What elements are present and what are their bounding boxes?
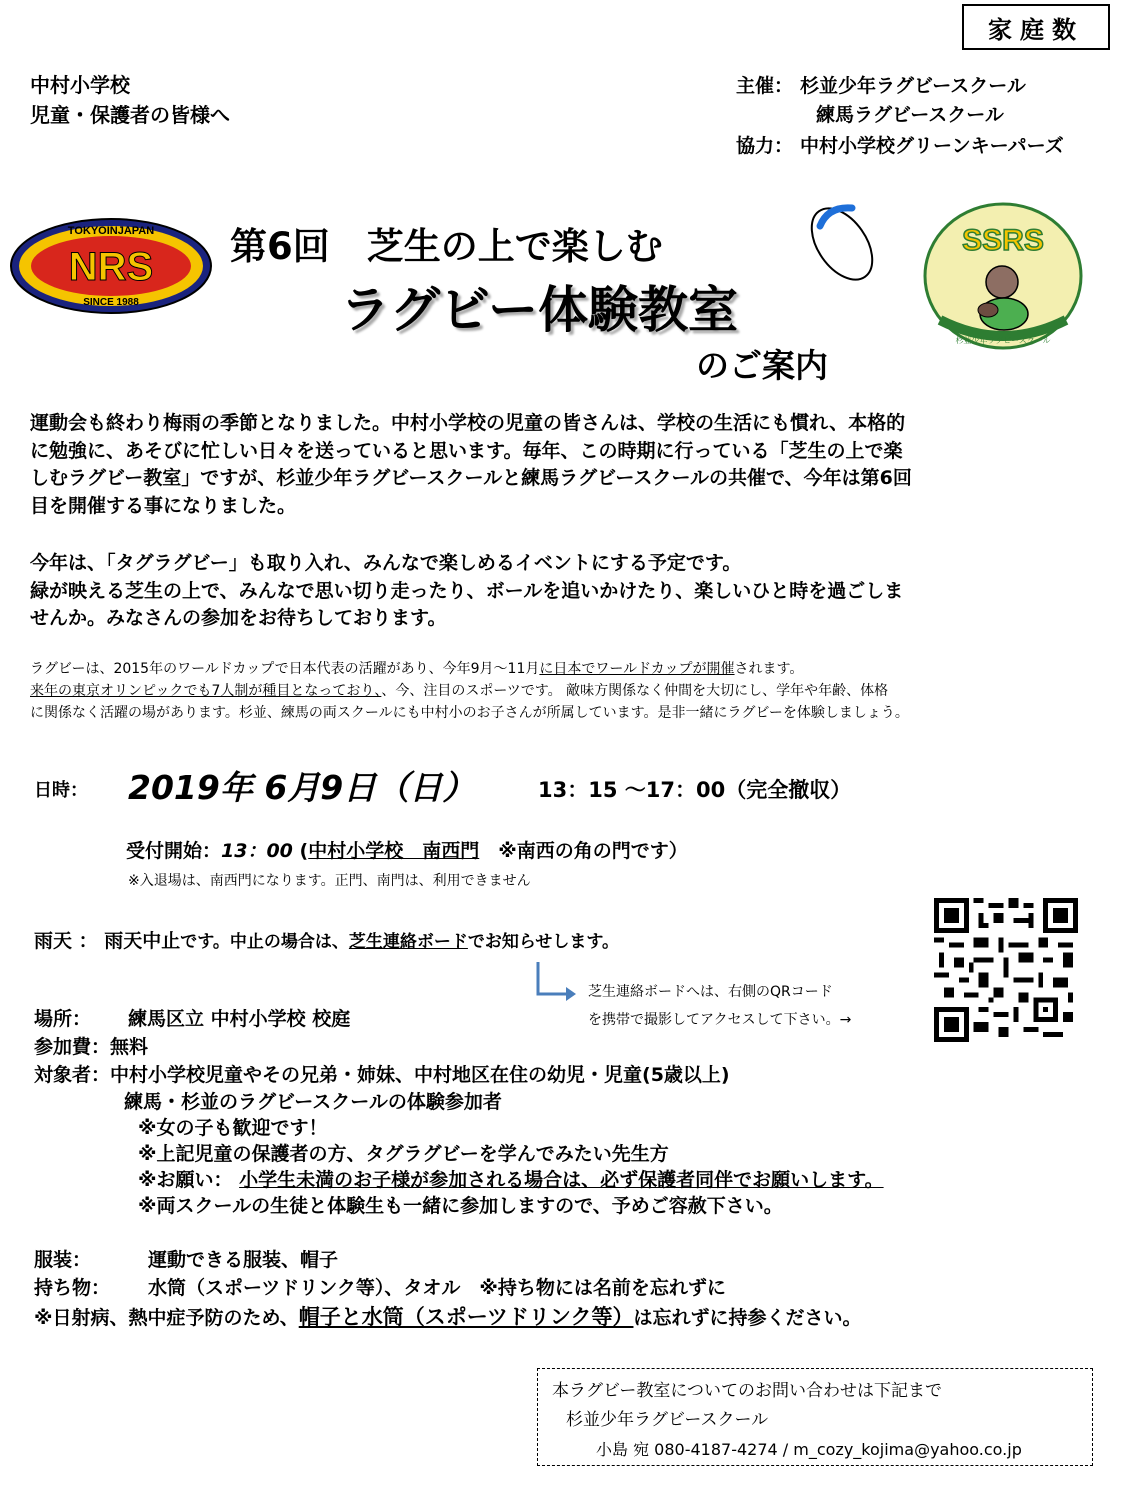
- place-value: 練馬区立 中村小学校 校庭: [128, 1008, 351, 1030]
- place-label: 場所：: [34, 1008, 92, 1030]
- event-time: 13：15 ～17：00（完全撤収）: [538, 778, 852, 802]
- fee-value: 無料: [110, 1036, 149, 1058]
- intro2-line: 今年は、「タグラグビー」も取り入れ、みんなで楽しめるイベントにする予定です。: [30, 552, 742, 574]
- rugby-note: [30, 658, 1120, 724]
- rain-row: [34, 926, 619, 953]
- belongings-label: 持ち物：: [34, 1277, 111, 1299]
- target-note-3: [138, 1165, 884, 1192]
- rain-label: 雨天 ：: [34, 930, 98, 952]
- intro-line: 目を開催する事になりました。: [30, 494, 297, 517]
- addressee-school: 中村小学校: [30, 73, 130, 97]
- clothes-label: 服装：: [34, 1249, 92, 1271]
- addressee: [30, 70, 230, 130]
- place-row: [34, 1004, 350, 1031]
- rugby-note-underlined: に日本でワールドカップが開催: [539, 661, 735, 677]
- intro-line: 運動会も終わり梅雨の季節となりました。中村小学校の児童の皆さんは、学校の生活にも慣れ、本格的: [30, 412, 906, 434]
- nrs-logo-top-text: TOKYOINJAPAN: [67, 225, 155, 237]
- nrs-logo-bottom-text: SINCE 1988: [83, 297, 139, 308]
- rugby-note-text: 、今、注目のスポーツです。 敵味方関係なく仲間を大切にし、学年や年齢、体格: [381, 683, 889, 699]
- organizers: [736, 72, 1064, 161]
- entry-note: ※入退場は、南西門になります。正門、南門は、利用できません: [128, 873, 531, 889]
- fee-row: [34, 1032, 148, 1059]
- request-label: ※お願い：: [138, 1169, 233, 1191]
- rain-text: です。中止の場合は、: [180, 932, 349, 952]
- intro-paragraph: [30, 410, 1100, 520]
- arrow-icon: [530, 960, 580, 1006]
- belongings-value: 水筒（スポーツドリンク等）、タオル ※持ち物には名前を忘れずに: [148, 1277, 726, 1299]
- warning-text: ※日射病、熱中症予防のため、: [34, 1307, 299, 1329]
- rugby-note-text: ラグビーは、2015年のワールドカップで日本代表の活躍があり、今年9月～11月: [30, 661, 540, 677]
- reception-place: 中村小学校 南西門: [308, 840, 480, 862]
- host-2: 練馬ラグビースクール: [816, 104, 1004, 126]
- target-note-4: ※両スクールの生徒と体験生も一緒に参加しますので、予めご容赦下さい。: [138, 1195, 783, 1217]
- rain-text-end: でお知らせします。: [467, 932, 620, 952]
- contact-box: [537, 1368, 1093, 1466]
- target-note-2: ※上記児童の保護者の方、タグラグビーを学んでみたい先生方: [138, 1143, 669, 1165]
- title-line-3: のご案内: [696, 346, 828, 385]
- intro-line: に勉強に、あそびに忙しい日々を送っていると思います。毎年、この時期に行っている「芝生の上で楽: [30, 439, 903, 462]
- host-1: 杉並少年ラグビースクール: [800, 75, 1026, 97]
- rain-cancel: 雨天中止: [104, 930, 181, 952]
- support-org: 中村小学校グリーンキーパーズ: [800, 135, 1064, 157]
- target-value: 中村小学校児童やその兄弟・姉妹、中村地区在住の幼児・児童(5歳以上): [110, 1064, 730, 1086]
- title-line-2: ラグビー体験教室: [340, 281, 738, 339]
- nrs-logo-text: NRS: [68, 245, 154, 289]
- fee-label: 参加費：: [34, 1036, 111, 1058]
- reception-row: [126, 836, 688, 863]
- contact-school: 杉並少年ラグビースクール: [566, 1410, 769, 1430]
- qr-note-line-2: を携帯で撮影してアクセスして下さい。→: [588, 1012, 852, 1028]
- support-label: 協力：: [736, 135, 794, 157]
- reception-time: 13：00: [221, 840, 293, 862]
- contact-line-1: 本ラグビー教室についてのお問い合わせは下記まで: [552, 1381, 942, 1401]
- intro-paragraph-2: [30, 550, 1100, 633]
- target-line-2: 練馬・杉並のラグビースクールの体験参加者: [124, 1091, 502, 1113]
- target-note-1: ※女の子も歓迎です！: [138, 1117, 328, 1139]
- qr-code[interactable]: [934, 898, 1078, 1042]
- addressee-recipients: 児童・保護者の皆様へ: [30, 103, 230, 127]
- family-count-box: 家庭数: [962, 4, 1110, 50]
- contact-person[interactable]: 小島 宛 080-4187-4274 / m_cozy_kojima@yahoo.co.jp: [596, 1440, 1022, 1459]
- intro-line: しむラグビー教室」ですが、杉並少年ラグビースクールと練馬ラグビースクールの共催で、今年は第6回: [30, 467, 912, 489]
- title-line-1: 第6回 芝生の上で楽しむ: [230, 225, 663, 268]
- rugby-note-text: に関係なく活躍の場があります。杉並、練馬の両スクールにも中村小のお子さんが所属しています。是非一緒にラグビーを体験しましょう。: [30, 705, 909, 721]
- intro2-line: せんか。みなさんの参加をお待ちしております。: [30, 607, 447, 629]
- request-text: 小学生未満のお子様が参加される場合は、必ず保護者同伴でお願いします。: [239, 1169, 884, 1191]
- warning-emphasis: 帽子と水筒（スポーツドリンク等）: [298, 1305, 634, 1329]
- belongings-row: [34, 1273, 726, 1300]
- ssrs-logo: [922, 202, 1084, 352]
- reception-label: 受付開始：: [126, 840, 222, 862]
- board-link[interactable]: 芝生連絡ボード: [348, 932, 468, 952]
- host-label: 主催：: [736, 75, 794, 97]
- target-row: [34, 1060, 730, 1087]
- target-label: 対象者：: [34, 1064, 111, 1086]
- rugby-note-underlined: 来年の東京オリンピックでも7人制が種目となっており、: [30, 683, 382, 699]
- clothes-value: 運動できる服装、帽子: [148, 1249, 339, 1271]
- ssrs-logo-text: SSRS: [962, 224, 1044, 257]
- warning-row: [34, 1301, 861, 1331]
- reception-paren: (: [299, 840, 309, 862]
- rugby-note-text: されます。: [734, 661, 804, 677]
- qr-note: [588, 978, 851, 1034]
- date-label: 日時：: [34, 780, 88, 801]
- reception-note: ※南西の角の門です）: [479, 840, 688, 862]
- clothes-row: [34, 1245, 338, 1272]
- event-date: 2019年 6月9日（日）: [128, 768, 476, 807]
- ssrs-logo-bottom-text: 杉並少年ラグビースクール: [955, 336, 1051, 345]
- nrs-logo: [8, 216, 214, 316]
- qr-note-line-1: 芝生連絡ボードへは、右側のQRコード: [588, 984, 833, 1000]
- rugby-ball-icon: [794, 196, 890, 292]
- intro2-line: 緑が映える芝生の上で、みんなで思い切り走ったり、ボールを追いかけたり、楽しいひと時を過ごしま: [30, 579, 904, 602]
- warning-text-end: は忘れずに持参ください。: [633, 1307, 862, 1329]
